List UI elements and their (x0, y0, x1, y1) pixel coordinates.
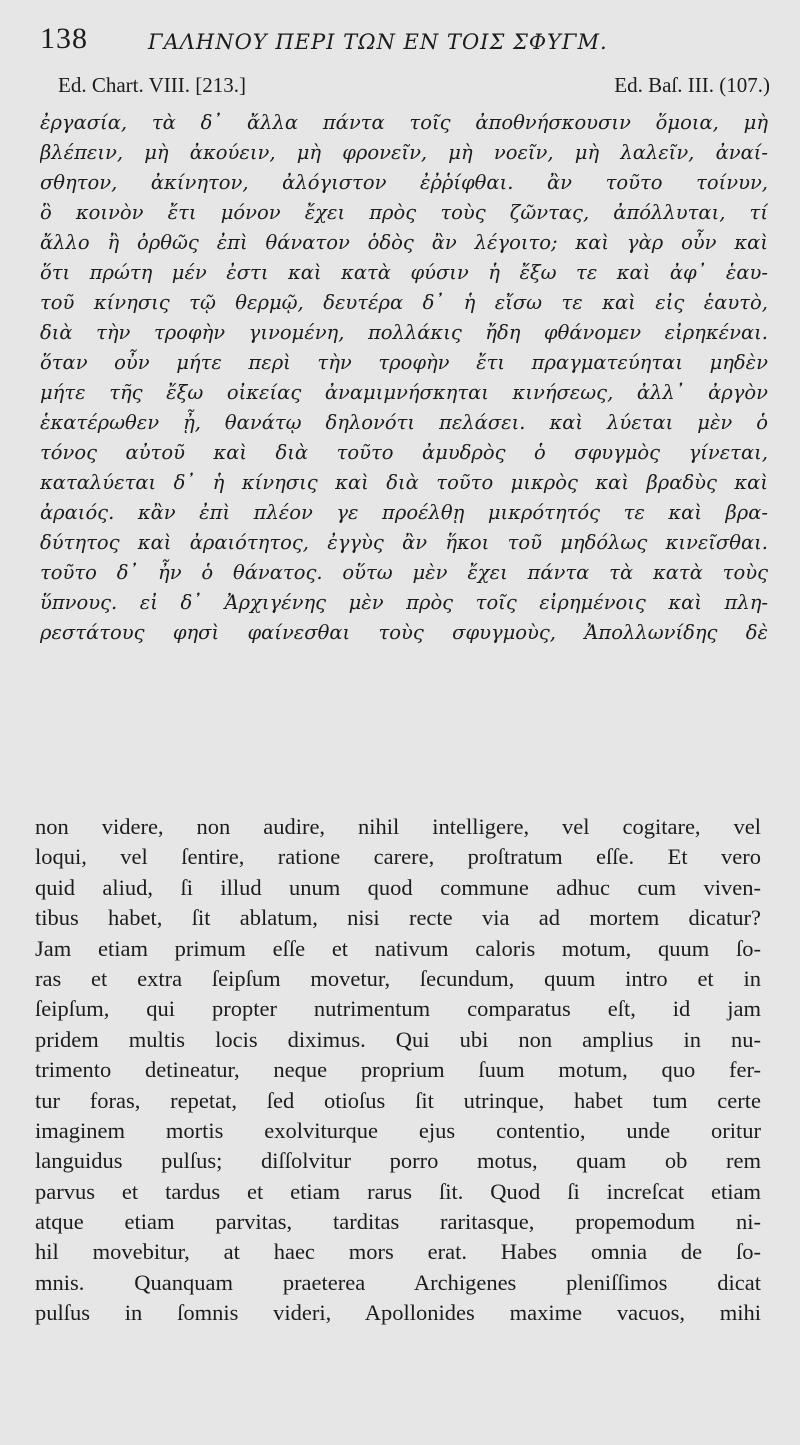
edition-references (58, 73, 770, 103)
greek-text-line: τοῦ κίνησις τῷ θερμῷ, δευτέρα δ᾽ ἡ εἴσω τε καὶ εἰς ἑαυτὸ, (40, 291, 768, 314)
page-number: 138 (40, 22, 88, 55)
greek-text-line: ρεστάτους φησὶ φαίνεσθαι τοὺς σφυγμοὺς, Ἀπολλωνίδης δὲ (40, 621, 768, 644)
latin-text-line: tibus habet, ſit ablatum, nisi recte via ad mortem dicatur? (35, 905, 761, 931)
greek-text-line: ὕπνους. εἰ δ᾽ Ἀρχιγένης μὲν πρὸς τοῖς εἰρημένοις καὶ πλη- (40, 591, 768, 614)
edition-chartier: Ed. Chart. VIII. [213.] (58, 73, 246, 97)
latin-text-line: pridem multis locis diximus. Qui ubi non amplius in nu- (35, 1026, 761, 1052)
latin-text-line: ſeipſum, qui propter nutrimentum comparatus eſt, id jam (35, 996, 761, 1022)
latin-text-line: imaginem mortis exolviturque ejus contentio, unde oritur (35, 1117, 761, 1143)
greek-text-line: καταλύεται δ᾽ ἡ κίνησις καὶ διὰ τοῦτο μικρὸς καὶ βραδὺς καὶ (40, 471, 768, 494)
greek-text-line: ἄλλο ἢ ὀρθῶς ἐπὶ θάνατον ὁδὸς ἂν λέγοιτο; καὶ γὰρ οὖν καὶ (40, 231, 768, 254)
page-header (40, 22, 770, 66)
greek-text-line: ὅταν οὖν μήτε περὶ τὴν τροφὴν ἔτι πραγματεύηται μηδὲν (40, 351, 768, 374)
greek-text-line: ἐργασία, τὰ δ᾽ ἄλλα πάντα τοῖς ἀποθνήσκουσιν ὅμοια, μὴ (40, 111, 768, 134)
latin-text-line: parvus et tardus et etiam rarus ſit. Quod ſi increſcat etiam (35, 1178, 761, 1204)
latin-text-block (35, 812, 761, 1329)
greek-text-line: βλέπειν, μὴ ἀκούειν, μὴ φρονεῖν, μὴ νοεῖν, μὴ λαλεῖν, ἀναί- (40, 141, 768, 164)
latin-text-line: Jam etiam primum eſſe et nativum caloris motum, quum ſo- (35, 935, 761, 961)
latin-text-line: quid aliud, ſi illud unum quod commune adhuc cum viven- (35, 874, 761, 900)
latin-text-line: hil movebitur, at haec mors erat. Habes omnia de ſo- (35, 1239, 761, 1265)
latin-text-line: pulſus in ſomnis videri, Apollonides maxime vacuos, mihi (35, 1300, 761, 1326)
greek-text-line: ἑκατέρωθεν ᾖ, θανάτῳ δηλονότι πελάσει. καὶ λύεται μὲν ὁ (40, 411, 768, 434)
greek-text-line: ὃ κοινὸν ἔτι μόνον ἔχει πρὸς τοὺς ζῶντας, ἀπόλλυται, τί (40, 201, 768, 224)
latin-text-line: ras et extra ſeipſum movetur, ſecundum, quum intro et in (35, 965, 761, 991)
latin-text-line: tur foras, repetat, ſed otioſus ſit utrinque, habet tum certe (35, 1087, 761, 1113)
greek-text-line: μήτε τῆς ἔξω οἰκείας ἀναμιμνήσκηται κινήσεως, ἀλλ᾽ ἀργὸν (40, 381, 768, 404)
greek-text-line: διὰ τὴν τροφὴν γινομένη, πολλάκις ἤδη φθάνομεν εἰρηκέναι. (40, 321, 768, 344)
latin-text-line: languidus pulſus; diſſolvitur porro motus, quam ob rem (35, 1148, 761, 1174)
greek-text-block (40, 108, 768, 648)
running-title: ΓΑΛΗΝΟΥ ΠΕΡΙ ΤΩΝ ΕΝ ΤΟΙΣ ΣΦΥΓΜ. (148, 30, 608, 54)
latin-text-line: atque etiam parvitas, tarditas raritasque, propemodum ni- (35, 1209, 761, 1235)
latin-text-line: trimento detineatur, neque proprium ſuum motum, quo fer- (35, 1057, 761, 1083)
latin-text-line: non videre, non audire, nihil intelligere, vel cogitare, vel (35, 814, 761, 839)
edition-basel: Ed. Baſ. III. (107.) (614, 73, 770, 97)
greek-text-line: ἀραιός. κἂν ἐπὶ πλέον γε προέλθῃ μικρότητός τε καὶ βρα- (40, 501, 768, 524)
latin-text-line: loqui, vel ſentire, ratione carere, proſtratum eſſe. Et vero (35, 844, 761, 870)
greek-text-line: ὅτι πρώτη μέν ἐστι καὶ κατὰ φύσιν ἡ ἔξω τε καὶ ἀφ᾽ ἑαυ- (40, 261, 768, 284)
greek-text-line: τοῦτο δ᾽ ἦν ὁ θάνατος. οὕτω μὲν ἔχει πάντα τὰ κατὰ τοὺς (40, 561, 768, 584)
greek-text-line: σθητον, ἀκίνητον, ἀλόγιστον ἐῤῥίφθαι. ἂν τοῦτο τοίνυν, (40, 171, 768, 194)
greek-text-line: δύτητος καὶ ἀραιότητος, ἐγγὺς ἂν ἥκοι τοῦ μηδόλως κινεῖσθαι. (40, 531, 768, 554)
greek-text-line: τόνος αὐτοῦ καὶ διὰ τοῦτο ἀμυδρὸς ὁ σφυγμὸς γίνεται, (40, 441, 768, 464)
latin-text-line: mnis. Quanquam praeterea Archigenes pleniſſimos dicat (35, 1269, 761, 1295)
